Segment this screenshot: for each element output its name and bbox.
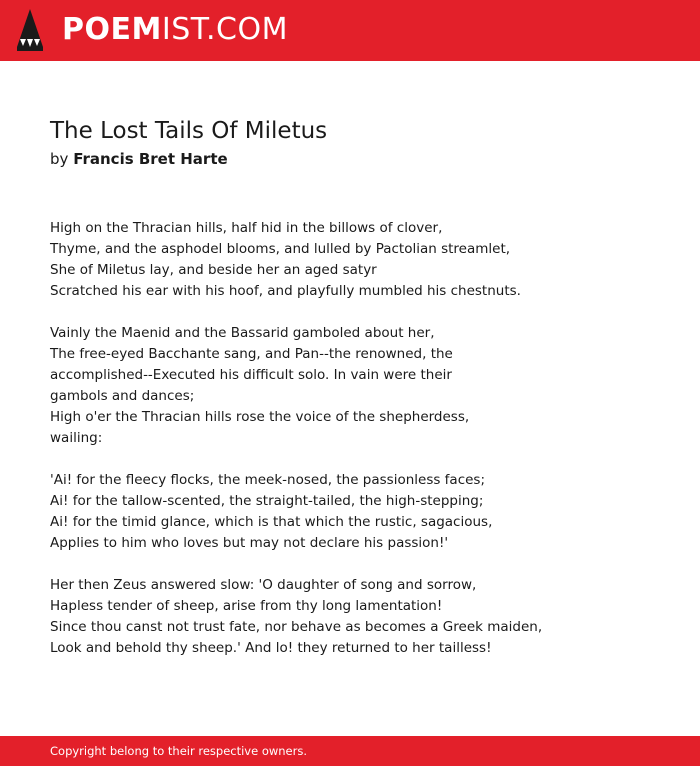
poem-line: gambols and dances; (50, 388, 195, 404)
poem-stanza (50, 575, 670, 659)
poem-line: Her then Zeus answered slow: 'O daughter of song and sorrow, (50, 577, 477, 593)
byline (50, 148, 228, 170)
poem-body (50, 218, 670, 680)
site-header (0, 0, 700, 61)
poem-line: accomplished--Executed his difficult solo. In vain were their (50, 367, 452, 383)
logo-text-light: IST.COM (161, 12, 288, 47)
poem-line: Scratched his ear with his hoof, and playfully mumbled his chestnuts. (50, 283, 521, 299)
poem-stanza (50, 323, 670, 449)
poem-line: Hapless tender of sheep, arise from thy long lamentation! (50, 598, 443, 614)
logo-text-bold: POEM (62, 12, 162, 47)
poem-stanza (50, 218, 670, 302)
poem-line: High on the Thracian hills, half hid in the billows of clover, (50, 220, 443, 236)
poem-line: Thyme, and the asphodel blooms, and lulled by Pactolian streamlet, (50, 241, 511, 257)
pen-nib-icon[interactable] (17, 9, 43, 51)
poem-line: Ai! for the tallow-scented, the straight-tailed, the high-stepping; (50, 493, 484, 509)
poem-line: Look and behold thy sheep.' And lo! they returned to her tailless! (50, 640, 492, 656)
poem-line: Vainly the Maenid and the Bassarid gamboled about her, (50, 325, 435, 341)
poem-title: The Lost Tails Of Miletus (50, 118, 328, 144)
copyright-text: Copyright belong to their respective owners. (50, 744, 308, 758)
poem-stanza (50, 470, 670, 554)
poem-line: The free-eyed Bacchante sang, and Pan--the renowned, the (50, 346, 453, 362)
byline-label: by (50, 150, 69, 168)
site-logo[interactable] (62, 12, 288, 48)
author-name: Francis Bret Harte (73, 150, 228, 168)
poem-line: High o'er the Thracian hills rose the voice of the shepherdess, (50, 409, 470, 425)
poem-line: wailing: (50, 430, 103, 446)
poem-line: She of Miletus lay, and beside her an aged satyr (50, 262, 377, 278)
poem-line: 'Ai! for the fleecy flocks, the meek-nosed, the passionless faces; (50, 472, 486, 488)
poem-line: Applies to him who loves but may not declare his passion!' (50, 535, 449, 551)
poem-line: Ai! for the timid glance, which is that which the rustic, sagacious, (50, 514, 493, 530)
site-footer (0, 736, 700, 766)
poem-line: Since thou canst not trust fate, nor behave as becomes a Greek maiden, (50, 619, 543, 635)
